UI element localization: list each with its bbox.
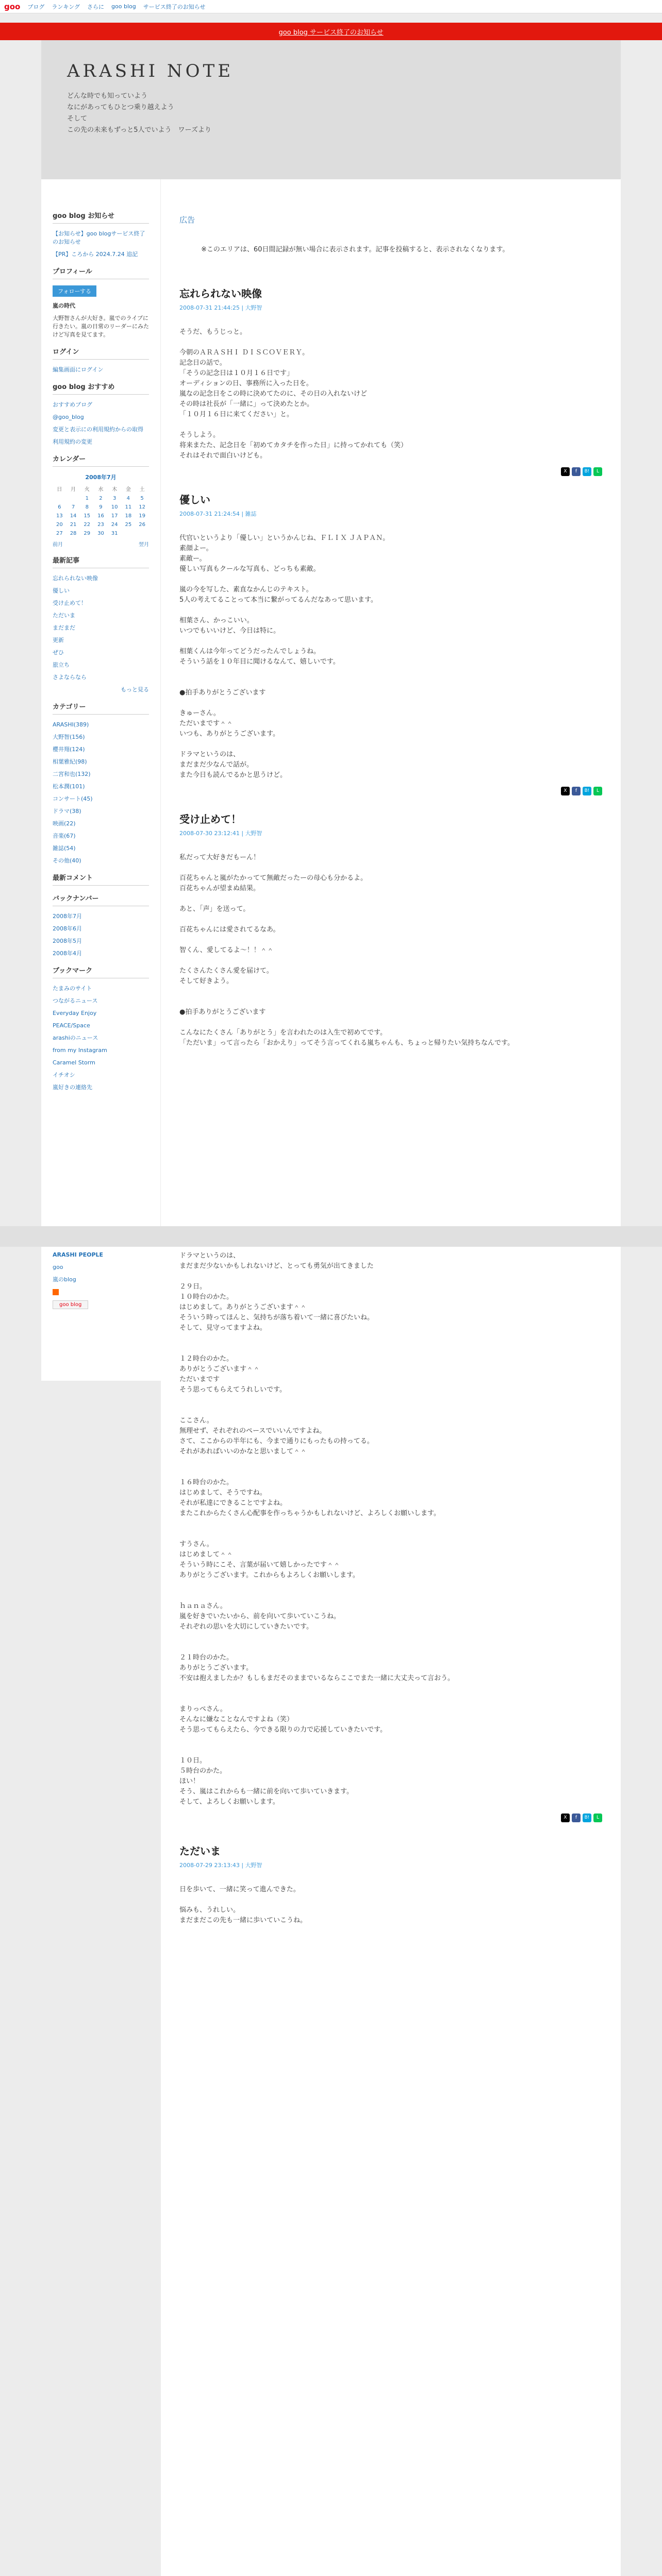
bookmark-link[interactable]: Caramel Storm (53, 1059, 95, 1066)
entry-title[interactable]: 忘れられない映像 (179, 287, 262, 300)
calendar-day[interactable]: 2 (99, 496, 103, 501)
recent-more-link[interactable]: もっと見る (121, 686, 149, 693)
share-buttons (179, 467, 602, 476)
goo-blog-badge[interactable]: goo blog (53, 1300, 88, 1309)
top-nav-link-termination[interactable]: サービス終了のお知らせ (143, 3, 206, 10)
entry-meta[interactable]: 2008-07-31 21:24:54 | 雑誌 (179, 511, 257, 517)
x-share-icon[interactable]: X (561, 467, 570, 476)
lower-link-1[interactable]: ARASHI PEOPLE (53, 1251, 104, 1258)
hatena-share-icon[interactable]: B! (583, 1814, 591, 1822)
comments-heading: 最新コメント (53, 872, 149, 886)
calendar-day[interactable]: 27 (56, 531, 63, 536)
entry-title[interactable]: 優しい (179, 494, 210, 506)
backnumber-link[interactable]: 2008年7月 (53, 913, 82, 920)
calendar-prev-link[interactable]: 前月 (53, 542, 63, 548)
facebook-share-icon[interactable]: f (572, 787, 581, 795)
calendar-weekday: 木 (112, 487, 118, 493)
calendar-title: 2008年7月 (85, 474, 117, 481)
category-link[interactable]: 音楽(67) (53, 833, 76, 839)
entry-meta[interactable]: 2008-07-29 23:13:43 | 大野智 (179, 1862, 262, 1869)
top-nav-link-blog[interactable]: ブログ (27, 3, 45, 10)
category-link[interactable]: 二宮和也(132) (53, 771, 91, 777)
entry-body: 私だって大好きだもーん！ 百花ちゃんと嵐がたかってて無敵だったーの母心も分かるよ。 百花ちゃんが望まぬ結果。 あと、「声」を送って。 百花ちゃんには愛されてるなあ。 智くん、愛してるよ～！！＾＾ たくさんたくさん愛を届けて。 そして好きよう。 ●拍手ありがとうございます こんなにたくさん「ありがとう」を言われたのは入生で初めてです。 「ただいま」って言ったら「おかえり」ってそう言ってくれる嵐ちゃんも、ちょっと帰りたい気持ちなんです。 (179, 854, 514, 1047)
recent-entry-link[interactable]: 更新 (53, 637, 64, 643)
calendar-day[interactable]: 20 (56, 522, 63, 528)
top-nav-link-goo-blog[interactable]: goo blog (111, 3, 136, 10)
calendar-weekday: 日 (57, 487, 62, 493)
calendar-day[interactable]: 11 (125, 504, 132, 510)
profile-heading: プロフィール (53, 266, 149, 279)
top-nav-link-ranking[interactable]: ランキング (52, 3, 80, 10)
goo-extra-link-1[interactable]: 変更と表示にの利用規約からの取得 (53, 426, 143, 433)
calendar-day[interactable]: 12 (139, 504, 145, 510)
calendar-day[interactable]: 5 (140, 496, 144, 501)
calendar-day[interactable]: 8 (85, 504, 89, 510)
blog-header (41, 40, 621, 179)
calendar-day[interactable]: 25 (125, 522, 132, 528)
profile-name: 嵐の時代 (53, 302, 75, 309)
calendar-next-link[interactable]: 翌月 (139, 542, 149, 548)
backnumber-link[interactable]: 2008年5月 (53, 938, 82, 944)
entry-body: 代官いというより「優しい」というかんじね、ＦＬＩＸ ＪＡＰＡＮ。 素顔よー。 素敵ー。 優しい写真もクールな写真も、どっちも素敵。 嵐の今を写した、素直なかんじのテキスト。 5人の考えてることって本当に繋がってるんだなあって思います。 相葉さん、かっこいい。 いつでもいいけど、今日は特に。 相葉くんは今年ってどうだったんでしょうね。 そういう話を１０年目に聞けるなんて、嬉しいです。 ●拍手ありがとうございます きゅーさん。 ただいまです＾＾ いつも、ありがとうございます。 ドラマというのは、 まだまだ少なんで話が。 また今日も読んでるかと思うけど。 (179, 534, 390, 779)
share-buttons (179, 787, 602, 795)
category-link[interactable]: 映画(22) (53, 820, 76, 827)
calendar-heading: カレンダー (53, 453, 149, 467)
ad-text: ※このエリアは、60日間記録が無い場合に表示されます。記事を投稿すると、表示されなくなります。 (201, 246, 509, 253)
page-gap (0, 1226, 662, 1247)
category-link[interactable]: ドラマ(38) (53, 808, 81, 815)
entry-title[interactable]: 受け止めて！ (179, 813, 241, 825)
main-content-lower (161, 1247, 621, 2576)
top-nav-link-more[interactable]: さらに (87, 3, 105, 10)
recent-entry-link[interactable]: さよならなら (53, 674, 87, 681)
category-link[interactable]: 松本潤(101) (53, 783, 85, 790)
bookmark-link[interactable]: PEACE/Space (53, 1022, 90, 1029)
profile-text: 大野智さんが大好き。嵐でのライブに行きたい。嵐の日常のリーダーにみたけど写真を見てます。 (53, 315, 149, 338)
calendar-day[interactable]: 23 (97, 522, 104, 528)
category-heading: カテゴリー (53, 701, 149, 715)
calendar-day[interactable]: 7 (71, 504, 75, 510)
entry-4 (179, 1843, 602, 1926)
calendar-day[interactable]: 24 (111, 522, 118, 528)
calendar-day[interactable] (135, 529, 149, 538)
facebook-share-icon[interactable]: f (572, 467, 581, 476)
calendar (53, 473, 149, 548)
recent-entry-link[interactable]: まだまだ (53, 624, 75, 631)
bookmark-heading: ブックマーク (53, 965, 149, 978)
entry-title[interactable]: ただいま (179, 1845, 221, 1857)
recent-entry-link[interactable]: 優しい (53, 587, 70, 594)
calendar-day[interactable]: 16 (97, 513, 104, 519)
category-link[interactable]: ARASHI(389) (53, 721, 89, 728)
backnumber-heading: バックナンバー (53, 893, 149, 906)
goo-twitter-link[interactable]: @goo_blog (53, 414, 84, 420)
entry-body: そうだ、もうじっと。 今朝のＡＲＡＳＨＩ ＤＩＳＣＯＶＥＲＹ。 記念日の話で。 「そうの記念日は１０月１６日です」 オーディションの日、事務所に入った日を。 嵐なの記念日をこの時に決めてたのに、その日の入れないけど その時は社長が「一緒に」って決めたとか。 「１０月１６日に来てください」と。 そうしよう。 将来またた、記念日を「初めてカタチを作った日」に持ってかれても（笑） それはそれで面白いけども。 (179, 328, 408, 460)
calendar-day[interactable]: 10 (111, 504, 118, 510)
calendar-day[interactable]: 18 (125, 513, 132, 519)
share-buttons (179, 1814, 602, 1822)
line-share-icon[interactable]: L (593, 787, 602, 795)
calendar-day[interactable] (122, 529, 136, 538)
recent-entry-link[interactable]: ぜひ (53, 649, 64, 656)
bookmark-link[interactable]: たまみのサイト (53, 985, 92, 992)
calendar-weekday: 金 (125, 487, 131, 493)
blog-tagline: どんな時でも知っていよう なにがあってもひとつ乗り越えよう そして この先の未来もずっと5人でいよう ワーズより (67, 92, 211, 134)
calendar-day[interactable]: 19 (139, 513, 145, 519)
lower-link-2[interactable]: goo (53, 1264, 63, 1270)
category-link[interactable]: 雑誌(54) (53, 845, 76, 852)
entry-1 (179, 285, 602, 476)
x-share-icon[interactable]: X (561, 787, 570, 795)
calendar-weekday: 水 (98, 487, 104, 493)
calendar-day[interactable]: 15 (84, 513, 91, 519)
calendar-weekday: 火 (84, 487, 90, 493)
entry-meta[interactable]: 2008-07-31 21:44:25 | 大野智 (179, 304, 262, 311)
calendar-day[interactable]: 4 (126, 496, 130, 501)
bookmark-link[interactable]: 嵐好きの連絡先 (53, 1084, 92, 1091)
goo-logo[interactable]: goo (4, 2, 21, 11)
line-share-icon[interactable]: L (593, 467, 602, 476)
calendar-day[interactable] (53, 494, 67, 503)
notice-heading: goo blog お知らせ (53, 210, 149, 224)
calendar-day[interactable]: 1 (85, 496, 89, 501)
calendar-weekday: 土 (139, 487, 145, 493)
service-notice-banner[interactable] (0, 23, 662, 40)
calendar-day[interactable]: 9 (99, 504, 103, 510)
line-share-icon[interactable]: L (593, 1814, 602, 1822)
recent-entry-link[interactable]: 忘れられない映像 (53, 575, 98, 582)
backnumber-link[interactable]: 2008年6月 (53, 925, 82, 932)
calendar-day[interactable]: 30 (97, 531, 104, 536)
entry-meta[interactable]: 2008-07-30 23:12:41 | 大野智 (179, 830, 262, 837)
category-link[interactable]: その他(40) (53, 857, 81, 864)
goo-extra-link-2[interactable]: 利用規約の変更 (53, 438, 92, 445)
calendar-day[interactable]: 22 (84, 522, 91, 528)
category-link[interactable]: 櫻井翔(124) (53, 746, 85, 753)
bookmark-link[interactable]: arashiのニュース (53, 1035, 98, 1041)
bookmark-link[interactable]: Everyday Enjoy (53, 1010, 97, 1016)
category-link[interactable]: コンサート(45) (53, 795, 93, 802)
goo-blog-heading: goo blog おすすめ (53, 381, 149, 395)
calendar-day[interactable]: 14 (70, 513, 77, 519)
facebook-share-icon[interactable]: f (572, 1814, 581, 1822)
bookmark-link[interactable]: from my Instagram (53, 1047, 107, 1054)
calendar-day[interactable]: 17 (111, 513, 118, 519)
service-notice-link[interactable]: goo blog サービス終了のお知らせ (278, 28, 384, 37)
login-link[interactable]: 編集画面にログイン (53, 366, 104, 373)
category-link[interactable]: 相葉雅紀(98) (53, 758, 87, 765)
calendar-day[interactable]: 6 (58, 504, 61, 510)
entry-2 (179, 492, 602, 795)
follow-button[interactable]: フォローする (53, 285, 96, 297)
backnumber-link[interactable]: 2008年4月 (53, 950, 82, 957)
lower-link-3[interactable]: 嵐のblog (53, 1276, 76, 1283)
bookmark-link[interactable]: イチオシ (53, 1072, 75, 1078)
calendar-day[interactable]: 31 (111, 531, 118, 536)
goo-recommend-link[interactable]: おすすめブログ (53, 401, 93, 408)
login-heading: ログイン (53, 346, 149, 360)
calendar-day[interactable]: 21 (70, 522, 77, 528)
calendar-weekday: 月 (71, 487, 76, 493)
calendar-day[interactable]: 29 (84, 531, 91, 536)
blog-title[interactable]: ARASHI NOTE (67, 61, 234, 81)
rss-icon[interactable] (53, 1289, 59, 1295)
entry-3-continued-body: ドラマというのは、 まだまだ少ないかもしれないけど、とっても勇気が出てきました ２９日。 １０時台のかた。 はじめまして。ありがとうございます＾＾ そういう時ってほんと、気持ちが落ち着いて一緒に喜びたいね。 そして、見守ってますよね。 １２時台のかた。 ありがとうございます＾＾ ただいまです そう思ってもらえてうれしいです。 ここさん。 無理せず、それぞれのペースでいいんですよね。 さて、ここからの半年にも、今まで通りにもったもの持ってる。 それがあればいいのかなと思いまして＾＾ １６時台のかた。 はじめまして、そうですね。 それが私達にできることですよね。 またこれからたくさん心配事を作っちゃうかもしれないけど、よろしくお願いします。 すうさん。 はじめまして＾＾ そういう時にこそ、言葉が届いて嬉しかったです＾＾ ありがとうございます。これからもよろしくお願いします。 ｈａｎａさん。 嵐を好きでいたいから、前を向いて歩いていこうね。 それぞれの思いを大切にしていきたいです。 ２１時台のかた。 ありがとうございます。 不安は抱えましたか？もしもまだそのままでいるならここでまた一緒に大丈夫って言おう。 まりっぺさん。 そんなに嫌なことなんですよね（笑） そう思ってもらえたら、今できる限りの力で応援していきたいです。 １０日。 ５時台のかた。 ほい！ そう、嵐はこれからも一緒に前を向いて歩いていきます。 そして、よろしくお願いします。 (179, 1252, 455, 1806)
sidebar (41, 179, 161, 1226)
hatena-share-icon[interactable]: B! (583, 467, 591, 476)
top-nav-bar (0, 0, 662, 13)
calendar-day[interactable]: 3 (112, 496, 117, 501)
entry-body: 日を歩いて、一緒に笑って進んできた。 悩みも、うれしい。 まだまだこの先も一緒に歩いていこうね。 (179, 1886, 307, 1924)
recent-entry-link[interactable]: 旅立ち (53, 662, 70, 668)
sidebar-lower (41, 1247, 161, 1381)
calendar-day[interactable] (67, 494, 80, 503)
calendar-day[interactable]: 13 (56, 513, 63, 519)
bookmark-link[interactable]: つながるニュース (53, 997, 98, 1004)
category-link[interactable]: 大野智(156) (53, 734, 85, 740)
calendar-day[interactable]: 28 (70, 531, 77, 536)
recent-heading: 最新記事 (53, 555, 149, 568)
x-share-icon[interactable]: X (561, 1814, 570, 1822)
main-content (161, 179, 621, 1226)
notice-link-2[interactable]: 【PR】ころから 2024.7.24 追記 (53, 251, 138, 258)
calendar-day[interactable]: 26 (139, 522, 145, 528)
notice-link-1[interactable]: 【お知らせ】goo blogサービス終了のお知らせ (53, 230, 145, 245)
recent-entry-link[interactable]: 受け止めて！ (53, 600, 87, 606)
recent-entry-link[interactable]: ただいま (53, 612, 75, 619)
ad-label: 広告 (179, 215, 195, 225)
hatena-share-icon[interactable]: B! (583, 787, 591, 795)
entry-3 (179, 811, 602, 1048)
